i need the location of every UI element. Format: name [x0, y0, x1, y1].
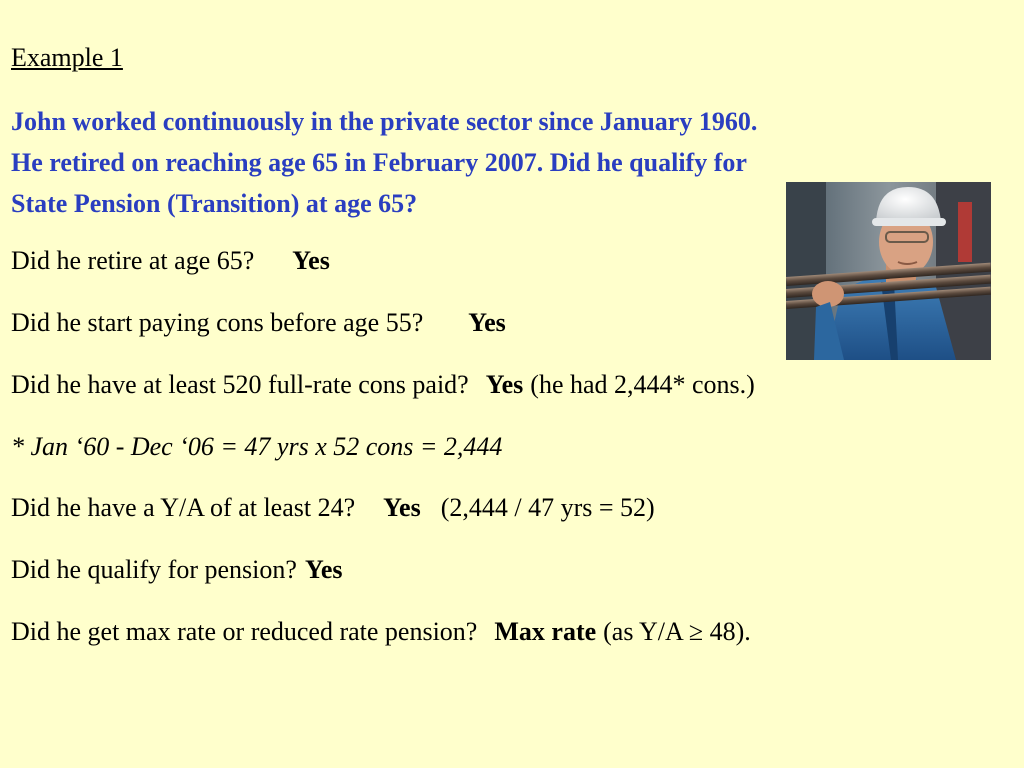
- question-text: Did he retire at age 65?: [11, 246, 255, 275]
- question-retire-age: [11, 246, 330, 276]
- answer-text: Yes: [485, 370, 524, 399]
- answer-detail: (he had 2,444* cons.): [530, 370, 755, 399]
- intro-line: He retired on reaching age 65 in February 2007. Did he qualify for: [11, 148, 747, 177]
- answer-detail: (as Y/A ≥ 48).: [603, 617, 751, 646]
- worker-photo: [786, 182, 991, 360]
- answer-text: Yes: [383, 493, 421, 522]
- answer-text: Yes: [304, 555, 343, 584]
- question-text: Did he get max rate or reduced rate pension?: [11, 617, 478, 646]
- question-text: Did he start paying cons before age 55?: [11, 308, 424, 337]
- question-text: Did he qualify for pension?: [11, 555, 297, 584]
- question-rate: [11, 617, 751, 647]
- worker-hard-hat-icon: [786, 182, 991, 360]
- intro-line: John worked continuously in the private sector since January 1960.: [11, 107, 758, 136]
- question-text: Did he have at least 520 full-rate cons paid?: [11, 370, 469, 399]
- example-heading: Example 1: [11, 43, 123, 72]
- answer-text: Yes: [292, 246, 330, 275]
- answer-detail: (2,444 / 47 yrs = 52): [440, 493, 655, 522]
- answer-text: Max rate: [494, 617, 597, 646]
- question-qualify: [11, 555, 343, 585]
- answer-text: Yes: [468, 308, 506, 337]
- footnote: * Jan ‘60 - Dec ‘06 = 47 yrs x 52 cons = 2,444: [11, 432, 503, 461]
- intro-line: State Pension (Transition) at age 65?: [11, 189, 418, 218]
- question-start-paying: [11, 308, 506, 338]
- question-full-rate-cons: [11, 370, 755, 400]
- question-text: Did he have a Y/A of at least 24?: [11, 493, 356, 522]
- question-yearly-average: [11, 493, 655, 523]
